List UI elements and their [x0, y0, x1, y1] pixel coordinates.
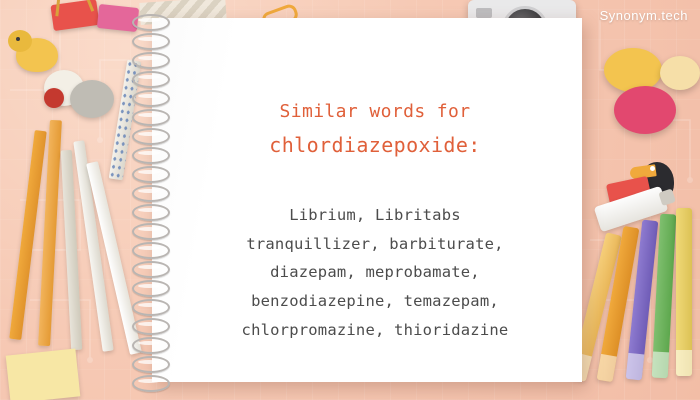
synonym-line: diazepam, meprobamate, — [270, 263, 480, 282]
stone-gray — [70, 80, 114, 118]
synonym-list — [192, 201, 558, 344]
notebook-spiral-binding — [132, 14, 166, 386]
spiral-ring — [132, 166, 170, 183]
synonym-line: tranquillizer, barbiturate, — [246, 234, 504, 253]
spiral-ring — [132, 71, 170, 88]
macaron-pink — [614, 86, 676, 134]
duck-figurine — [8, 30, 64, 76]
synonym-line: chlorpromazine, thioridazine — [241, 320, 509, 339]
synonym-line: Librium, Libritabs — [289, 206, 461, 224]
spiral-ring — [132, 14, 170, 31]
spiral-ring — [132, 356, 170, 373]
site-watermark: Synonym.tech — [599, 8, 688, 23]
spiral-ring — [132, 280, 170, 297]
spiral-ring — [132, 109, 170, 126]
spiral-ring — [132, 318, 170, 335]
spiral-ring — [132, 242, 170, 259]
sticky-note — [6, 348, 81, 400]
marker-gold — [676, 208, 692, 376]
notebook-text-block — [192, 98, 558, 344]
synonym-line: benzodiazepine, temazepam, — [251, 292, 499, 311]
spiral-ring — [132, 299, 170, 316]
spiral-ring — [132, 223, 170, 240]
spiral-ring — [132, 204, 170, 221]
macaron-cream — [660, 56, 700, 90]
spiral-ring — [132, 52, 170, 69]
similar-words-heading: Similar words for — [279, 101, 471, 122]
query-word: chlordiazepoxide: — [269, 133, 481, 157]
camera-flash — [476, 8, 492, 18]
stone-red — [44, 88, 64, 108]
macaron-yellow — [604, 48, 662, 92]
notebook-page — [152, 18, 582, 382]
spiral-ring — [132, 375, 170, 392]
spiral-ring — [132, 90, 170, 107]
spiral-ring — [132, 128, 170, 145]
spiral-ring — [132, 261, 170, 278]
spiral-ring — [132, 337, 170, 354]
spiral-ring — [132, 147, 170, 164]
spiral-ring — [132, 33, 170, 50]
spiral-ring — [132, 185, 170, 202]
